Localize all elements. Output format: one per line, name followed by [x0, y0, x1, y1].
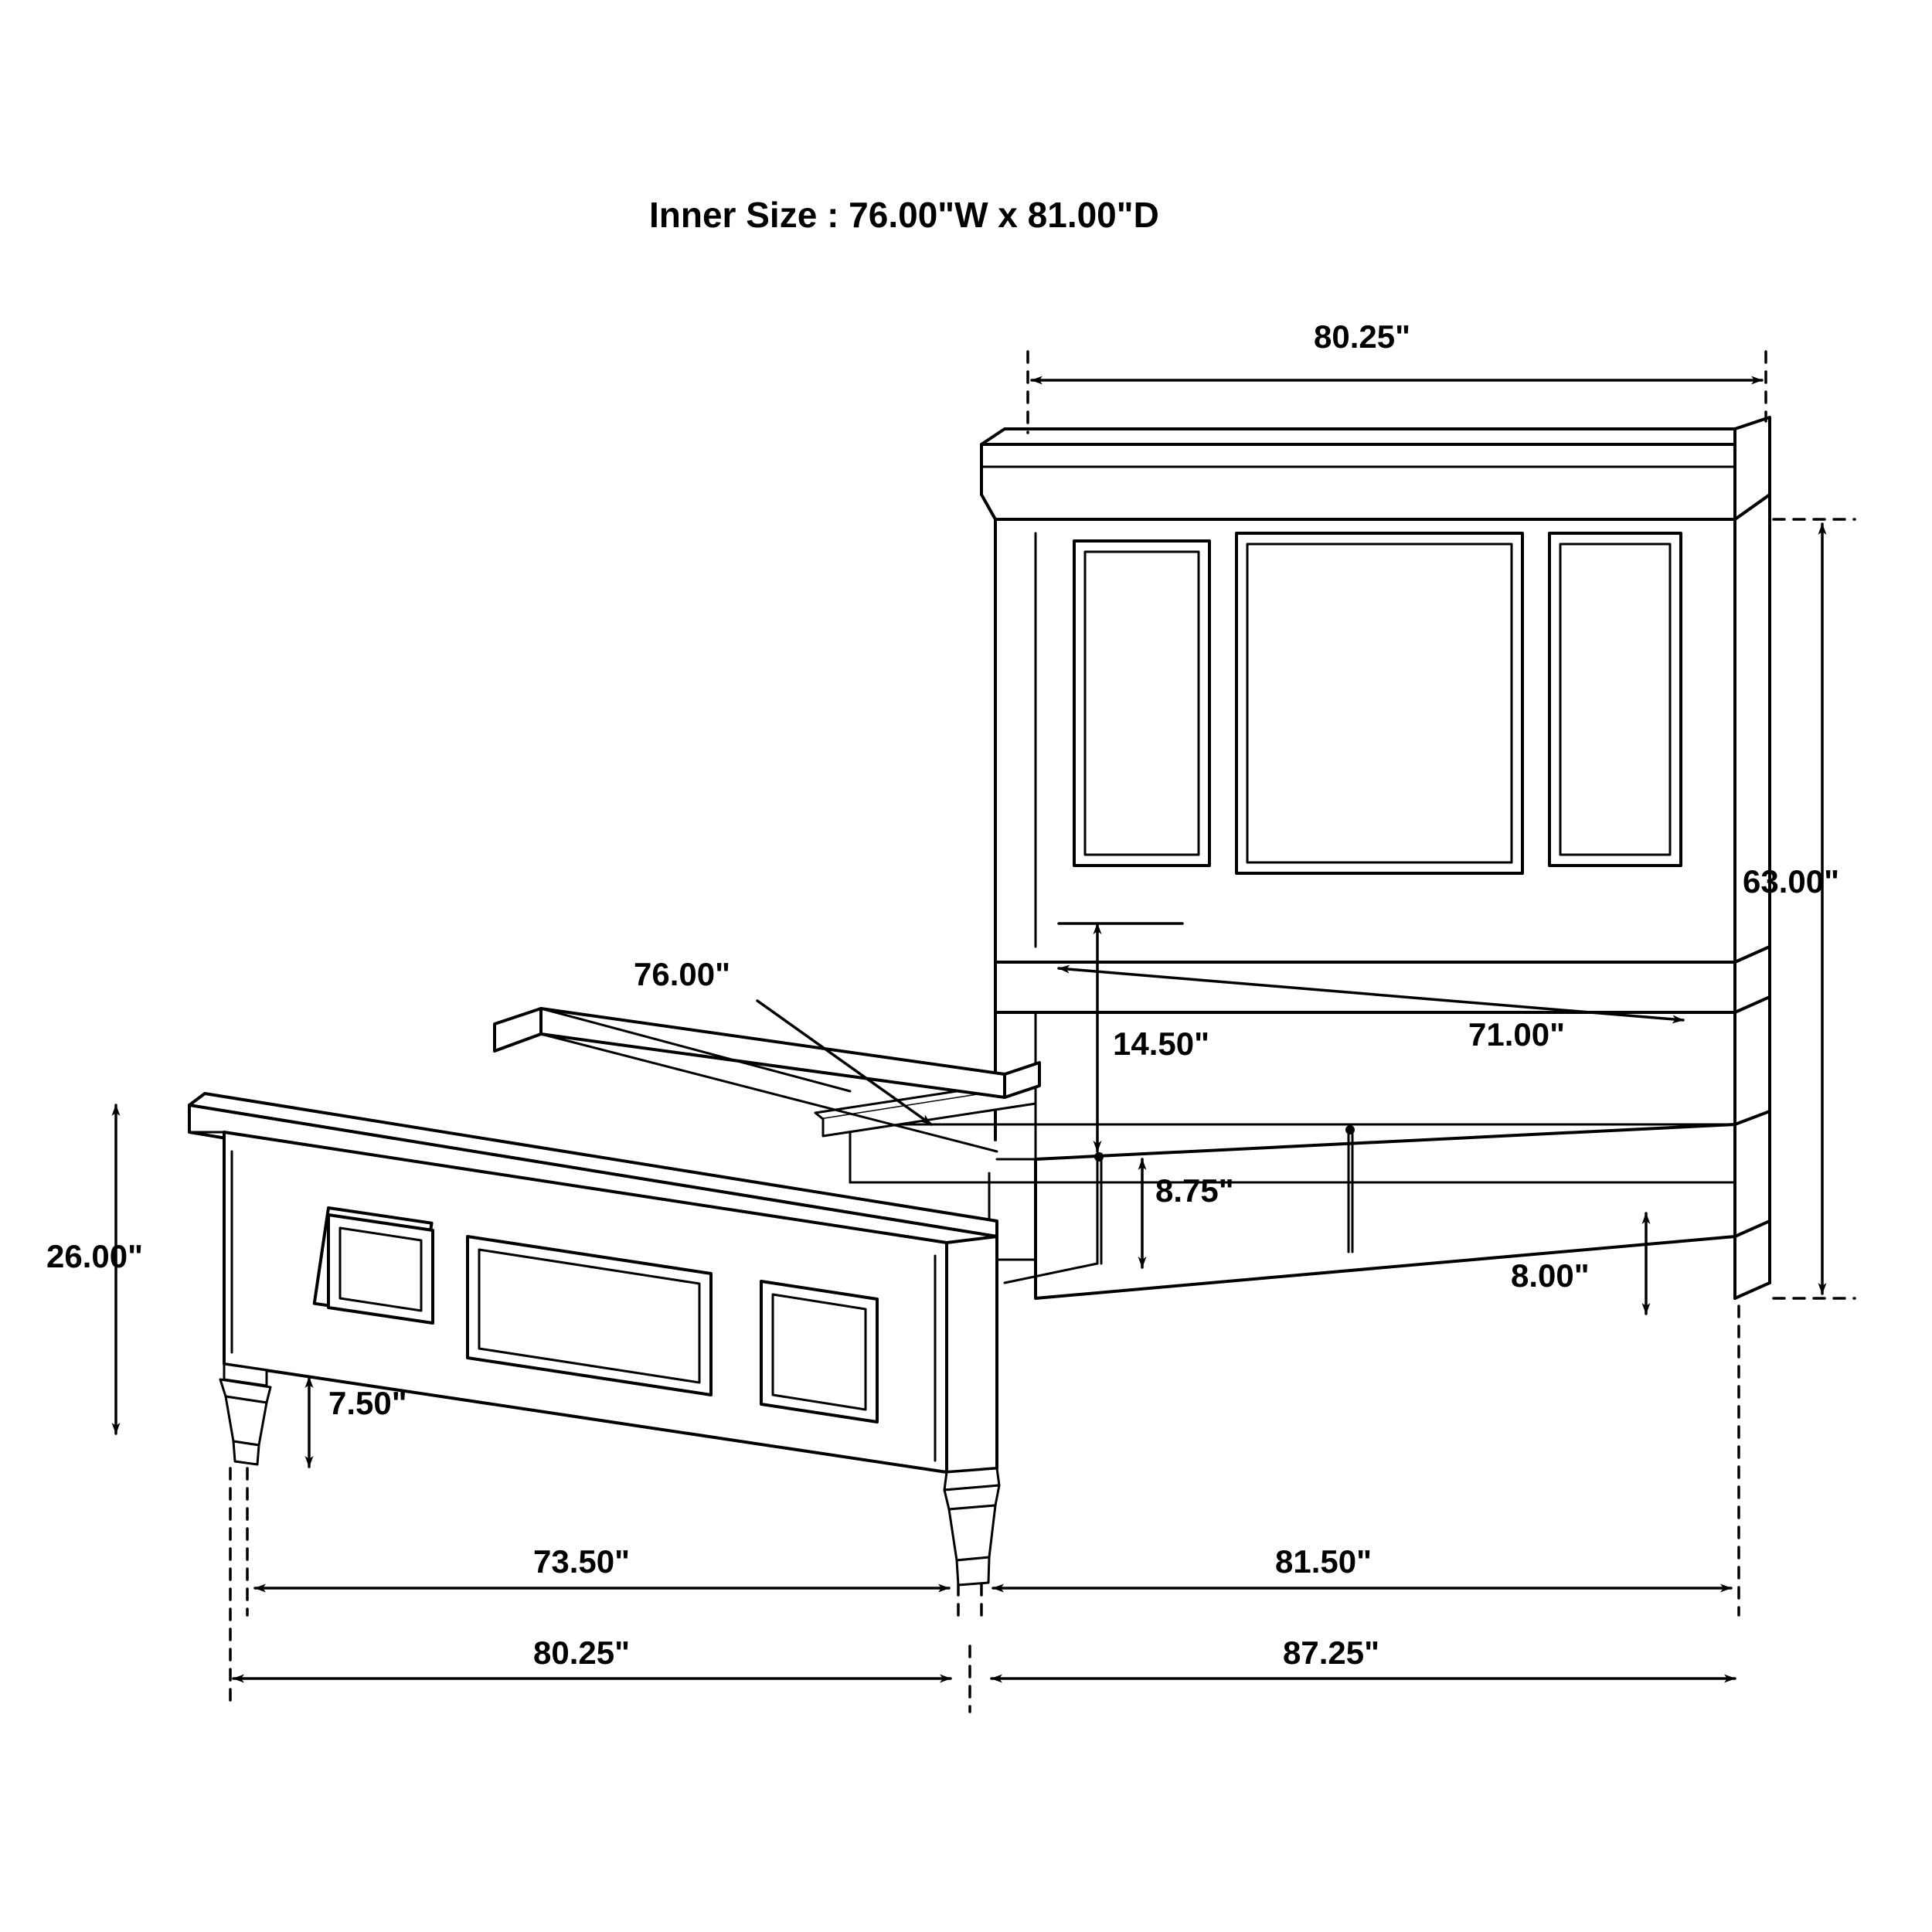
- dimension-footboard-height: 26.00": [46, 1238, 144, 1274]
- dimension-headboard-width: 80.25": [1314, 318, 1411, 355]
- side-rail-left: [495, 1009, 1039, 1097]
- headboard-crown: [981, 429, 1739, 519]
- dimension-footboard-inner-width: 73.50": [533, 1543, 631, 1580]
- page-title: Inner Size : 76.00"W x 81.00"D: [649, 195, 1159, 235]
- dimension-headboard-clearance: 14.50": [1113, 1026, 1210, 1062]
- dimension-rail-bottom-height: 8.00": [1511, 1257, 1590, 1294]
- dimension-slat-height: 8.75": [1155, 1172, 1234, 1209]
- footboard-right-leg: [944, 1236, 999, 1585]
- dimension-rail-inner-width: 76.00": [634, 956, 731, 992]
- dimension-footboard-outer-width: 80.25": [533, 1634, 631, 1671]
- footboard: [189, 1094, 999, 1585]
- dimension-bed-inner-depth: 81.50": [1275, 1543, 1372, 1580]
- dimension-bed-outer-depth: 87.25": [1283, 1634, 1380, 1671]
- side-rail-right: [997, 1111, 1770, 1298]
- dimension-headboard-height: 63.00": [1743, 863, 1840, 900]
- footboard-left-leg: [220, 1364, 270, 1464]
- dimension-side-rail-length: 71.00": [1468, 1016, 1566, 1053]
- dimension-leg-height: 7.50": [328, 1385, 407, 1421]
- headboard-panels: [1074, 533, 1681, 873]
